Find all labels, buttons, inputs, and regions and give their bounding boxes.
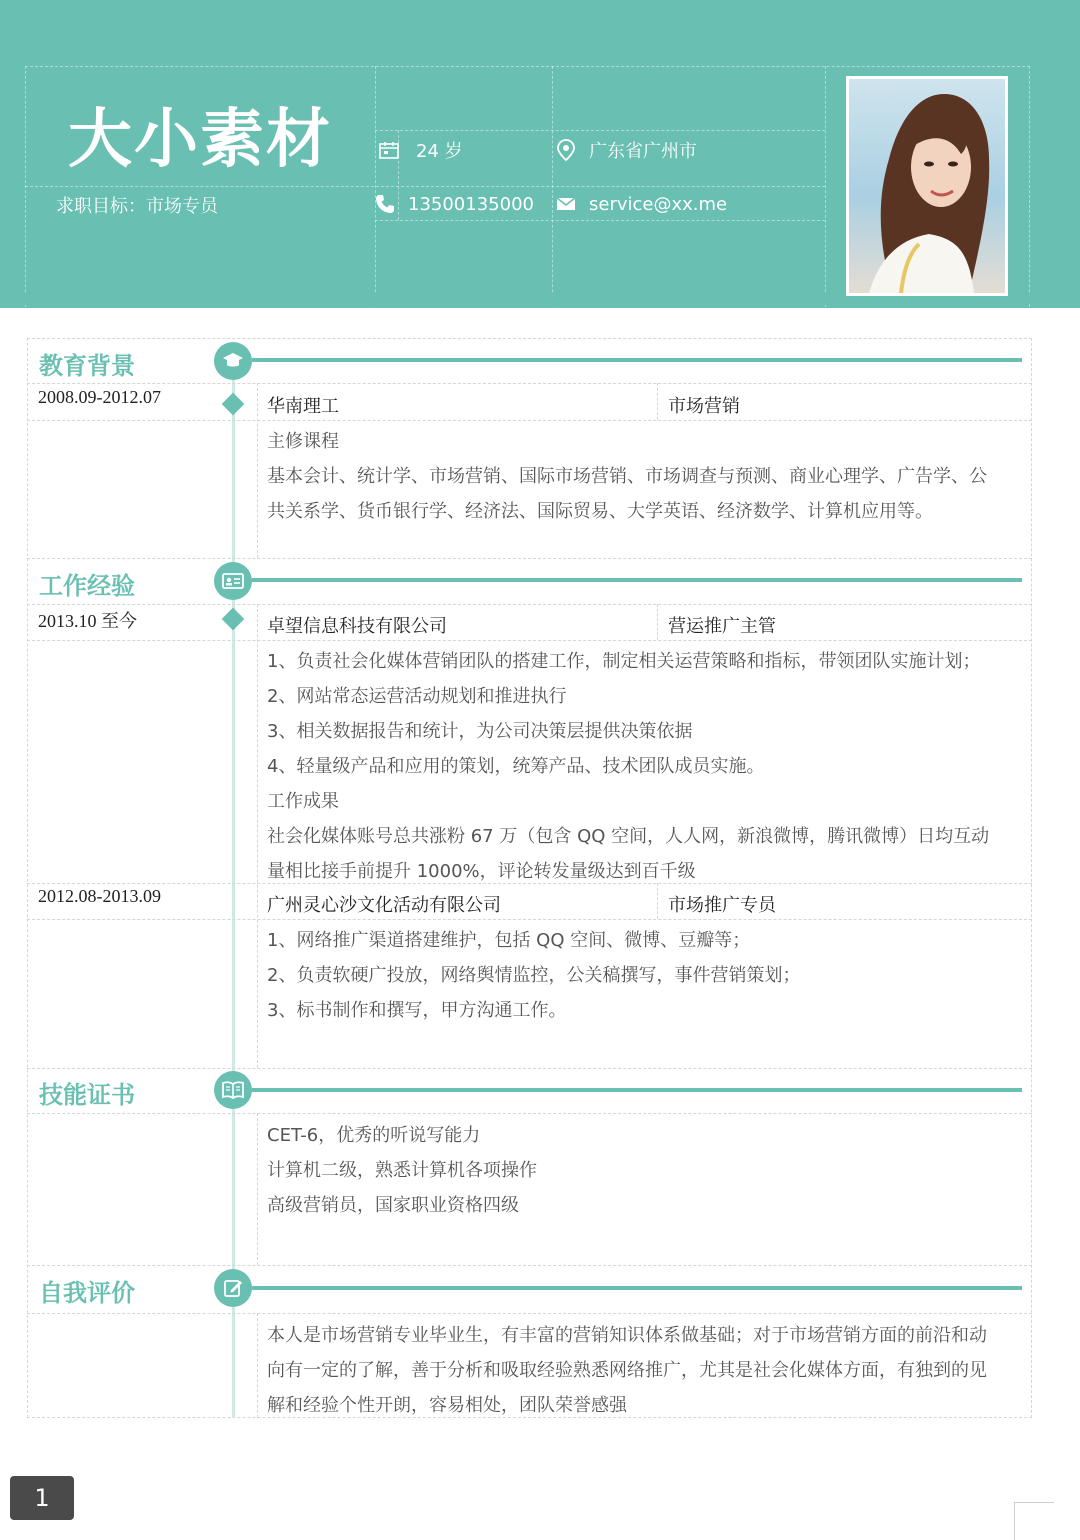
grid-line: [27, 1113, 1032, 1114]
education-line: 基本会计、统计学、市场营销、国际市场营销、市场调查与预测、商业心理学、广告学、公: [267, 466, 987, 487]
timeline-line: [232, 360, 235, 1418]
section-title-self: 自我评价: [39, 1279, 135, 1307]
work-line: 3、相关数据报告和统计，为公司决策层提供决策依据: [267, 721, 693, 742]
skill-item: 计算机二级，熟悉计算机各项操作: [267, 1160, 537, 1181]
work-company: 卓望信息科技有限公司: [267, 616, 447, 637]
graduation-cap-icon: [214, 342, 252, 380]
grid-line: [27, 1265, 1032, 1266]
id-card-icon: [214, 562, 252, 600]
grid-line: [657, 383, 658, 420]
book-icon: [214, 1071, 252, 1109]
work-date: 2013.10 至今: [38, 611, 137, 631]
phone-icon: [374, 193, 396, 215]
education-major: 市场营销: [668, 396, 740, 417]
work-line: 工作成果: [267, 791, 339, 812]
location-value: 广东省广州市: [589, 141, 697, 162]
grid-line: [27, 604, 1032, 605]
grid-line: [27, 383, 1032, 384]
header-grid-line: [25, 186, 825, 187]
skill-item: 高级营销员，国家职业资格四级: [267, 1195, 519, 1216]
education-school: 华南理工: [267, 396, 339, 417]
section-title-work: 工作经验: [39, 572, 135, 600]
work-role: 营运推广主管: [668, 616, 776, 637]
work-line: 量相比接手前提升 1000%，评论转发量级达到百千级: [267, 861, 696, 882]
section-divider: [252, 358, 1022, 362]
page-number-badge[interactable]: 1: [10, 1476, 74, 1520]
grid-line: [27, 1313, 1032, 1314]
edit-icon: [214, 1269, 252, 1307]
grid-line: [27, 420, 1032, 421]
self-evaluation-line: 本人是市场营销专业毕业生，有丰富的营销知识体系做基础；对于市场营销方面的前沿和动: [267, 1325, 987, 1346]
work-role: 市场推广专员: [668, 895, 776, 916]
education-date: 2008.09-2012.07: [38, 387, 161, 407]
age-info: [378, 137, 463, 163]
grid-line: [27, 883, 1032, 884]
grid-line: [657, 604, 658, 640]
age-value: 24 岁: [416, 141, 463, 162]
section-title-skills: 技能证书: [39, 1081, 135, 1109]
work-date: 2012.08-2013.09: [38, 886, 161, 906]
self-evaluation-line: 向有一定的了解，善于分析和吸取经验熟悉网络推广，尤其是社会化媒体方面，有独到的见: [267, 1360, 987, 1381]
header-grid-line: [375, 130, 825, 131]
education-line: 主修课程: [267, 431, 339, 452]
header-grid-line: [825, 66, 826, 322]
work-company: 广州灵心沙文化活动有限公司: [267, 895, 501, 916]
grid-line: [257, 1113, 258, 1265]
header-grid-line: [552, 66, 553, 322]
header-grid-line: [375, 220, 825, 221]
location-pin-icon: [555, 139, 577, 161]
work-line: 3、标书制作和撰写，甲方沟通工作。: [267, 1000, 567, 1021]
mail-icon: [555, 193, 577, 215]
profile-photo: [846, 76, 1008, 296]
grid-line: [657, 883, 658, 919]
location-info: [555, 137, 697, 163]
section-divider: [252, 1286, 1022, 1290]
section-divider: [252, 578, 1022, 582]
work-line: 2、网站常态运营活动规划和推进执行: [267, 686, 567, 707]
grid-line: [257, 1313, 258, 1418]
header-zigzag-edge: [0, 294, 1080, 310]
grid-line: [257, 604, 258, 1068]
calendar-icon: [378, 139, 400, 161]
grid-line: [257, 383, 258, 558]
skill-item: CET-6，优秀的听说写能力: [267, 1125, 481, 1146]
phone-info[interactable]: [374, 193, 534, 215]
phone-value[interactable]: 13500135000: [408, 193, 534, 215]
grid-line: [27, 1068, 1032, 1069]
work-line: 2、负责软硬广投放，网络舆情监控，公关稿撰写，事件营销策划；: [267, 965, 801, 986]
email-value[interactable]: service@xx.me: [589, 193, 728, 215]
candidate-name: 大小素材: [68, 103, 332, 177]
grid-line: [27, 919, 1032, 920]
work-line: 社会化媒体账号总共涨粉 67 万（包含 QQ 空间，人人网，新浪微博，腾讯微博）日均互动: [267, 826, 990, 847]
job-objective: 求职目标：市场专员: [56, 196, 218, 217]
self-evaluation-line: 解和经验个性开朗，容易相处，团队荣誉感强: [267, 1395, 627, 1416]
grid-line: [27, 558, 1032, 559]
page-corner: [1014, 1502, 1054, 1540]
education-line: 共关系学、货币银行学、经济法、国际贸易、大学英语、经济数学、计算机应用等。: [267, 501, 933, 522]
section-title-education: 教育背景: [39, 352, 135, 380]
section-divider: [252, 1088, 1022, 1092]
work-line: 1、负责社会化媒体营销团队的搭建工作，制定相关运营策略和指标，带领团队实施计划；: [267, 651, 981, 672]
grid-line: [27, 640, 1032, 641]
work-line: 1、网络推广渠道搭建维护，包括 QQ 空间、微博、豆瓣等；: [267, 930, 751, 951]
email-info[interactable]: [555, 193, 727, 215]
work-line: 4、轻量级产品和应用的策划，统筹产品、技术团队成员实施。: [267, 756, 765, 777]
